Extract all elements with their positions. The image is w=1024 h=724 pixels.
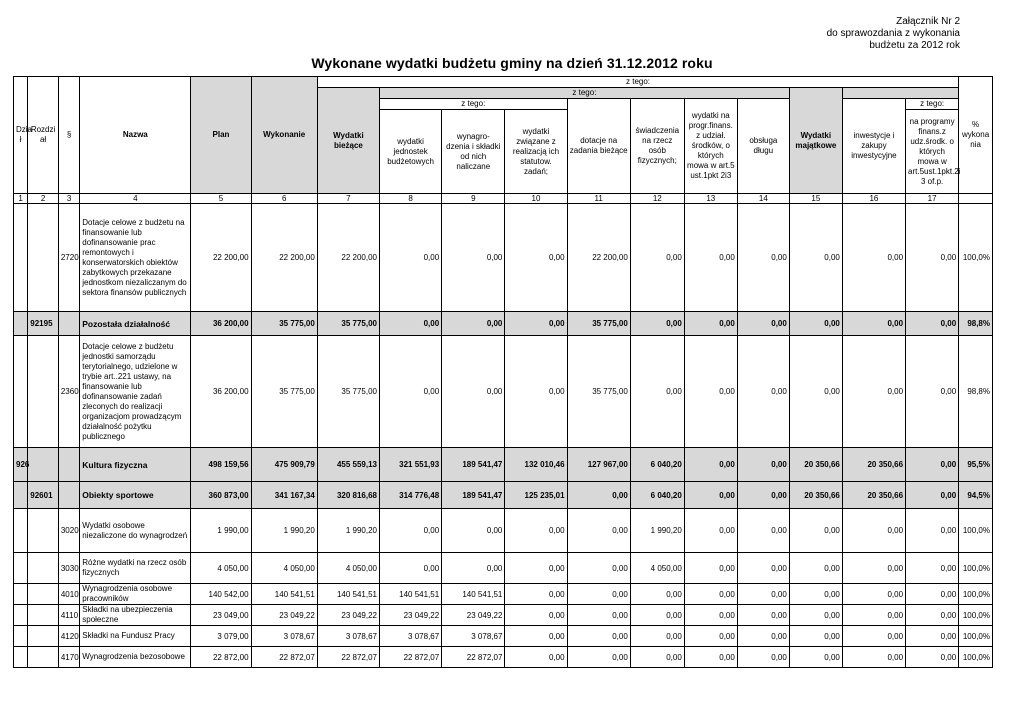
document-title: Wykonane wydatki budżetu gminy na dzień 31.12.2012 roku xyxy=(311,55,713,71)
cell-value: 0,00 xyxy=(842,647,905,668)
cell-value: 23 049,00 xyxy=(191,605,251,626)
cell-value: 0,00 xyxy=(842,605,905,626)
group-z-tego-4: z tego: xyxy=(906,99,959,110)
cell-value: 4 050,00 xyxy=(251,553,317,584)
cell-value: 0,00 xyxy=(380,204,442,312)
cell-value: 23 049,22 xyxy=(442,605,505,626)
table-row xyxy=(14,605,993,626)
cell-value: 20 350,66 xyxy=(842,482,905,509)
cell-rozdzial xyxy=(28,553,59,584)
cell-value: 0,00 xyxy=(789,647,842,668)
cell-value: 0,00 xyxy=(842,626,905,647)
cell-value: 341 167,34 xyxy=(251,482,317,509)
cell-value: 0,00 xyxy=(684,509,737,553)
table-row xyxy=(14,647,993,668)
cell-rozdzial xyxy=(28,647,59,668)
col-number: 12 xyxy=(630,194,684,204)
attachment-line-2: do sprawozdania z wykonania xyxy=(826,28,960,39)
cell-value: 189 541,47 xyxy=(442,448,505,482)
cell-value: 22 200,00 xyxy=(191,204,251,312)
cell-nazwa: Pozostała działalność xyxy=(80,312,191,336)
cell-value: 0,00 xyxy=(567,647,630,668)
cell-value: 0,00 xyxy=(737,312,789,336)
cell-value: 0,00 xyxy=(684,553,737,584)
cell-dzial xyxy=(14,605,28,626)
col-nazwa: Nazwa xyxy=(80,77,191,194)
cell-value: 0,00 xyxy=(505,626,567,647)
cell-value: 3 078,67 xyxy=(317,626,379,647)
group-z-tego-3: z tego: xyxy=(380,99,568,110)
table-row xyxy=(14,584,993,605)
col-wydatki-progr: wydatki na progr.finans. z udział. środków, o których mowa w art.5 ust.1pkt 2i3 xyxy=(684,99,737,194)
col-wydatki-jednostek: wydatki jednostek budżetowych xyxy=(380,110,442,194)
cell-value: 20 350,66 xyxy=(789,482,842,509)
col-plan: Plan xyxy=(191,77,251,194)
cell-value: 0,00 xyxy=(684,448,737,482)
cell-procent: 100,0% xyxy=(959,647,993,668)
cell-value: 0,00 xyxy=(906,605,959,626)
cell-value: 0,00 xyxy=(906,336,959,448)
cell-nazwa: Kultura fizyczna xyxy=(80,448,191,482)
cell-value: 0,00 xyxy=(380,553,442,584)
cell-dzial xyxy=(14,312,28,336)
col-rozdzial: Rozdzi ał xyxy=(28,77,59,194)
cell-value: 0,00 xyxy=(505,647,567,668)
col-wydatki-biezace: Wydatki bieżące xyxy=(317,88,379,194)
cell-value: 0,00 xyxy=(842,584,905,605)
cell-rozdzial xyxy=(28,605,59,626)
cell-value: 0,00 xyxy=(630,626,684,647)
cell-rozdzial xyxy=(28,336,59,448)
table-body xyxy=(14,204,993,668)
cell-value: 140 541,51 xyxy=(442,584,505,605)
cell-dzial xyxy=(14,204,28,312)
cell-value: 0,00 xyxy=(684,336,737,448)
col-wykonanie: Wykonanie xyxy=(251,77,317,194)
cell-paragraf: 4120 xyxy=(58,626,79,647)
group-z-tego-2: z tego: xyxy=(380,88,790,99)
col-obsluga-dlugu: obsługa długu xyxy=(737,99,789,194)
cell-dzial xyxy=(14,336,28,448)
cell-rozdzial xyxy=(28,509,59,553)
cell-nazwa: Dotacje celowe z budżetu na finansowanie lub dofinansowanie prac remontowych i konserwatorskich obiektów zabytkowych przekazane jednostkom niezaliczanym do sektora finansów publicznych xyxy=(80,204,191,312)
col-number: 15 xyxy=(789,194,842,204)
cell-value: 0,00 xyxy=(630,584,684,605)
attachment-note xyxy=(720,16,960,52)
cell-value: 0,00 xyxy=(442,204,505,312)
cell-value: 0,00 xyxy=(442,509,505,553)
cell-value: 22 200,00 xyxy=(251,204,317,312)
cell-nazwa: Wynagrodzenia bezosobowe xyxy=(80,647,191,668)
col-wynagrodzenia: wynagro- dzenia i składki od nich naliczane xyxy=(442,110,505,194)
cell-value: 125 235,01 xyxy=(505,482,567,509)
cell-value: 0,00 xyxy=(842,312,905,336)
cell-value: 0,00 xyxy=(684,647,737,668)
cell-value: 4 050,00 xyxy=(630,553,684,584)
cell-value: 0,00 xyxy=(630,336,684,448)
col-number: 1 xyxy=(14,194,28,204)
cell-value: 0,00 xyxy=(567,509,630,553)
cell-value: 0,00 xyxy=(789,626,842,647)
col-number: 7 xyxy=(317,194,379,204)
cell-value: 0,00 xyxy=(630,605,684,626)
cell-procent: 100,0% xyxy=(959,605,993,626)
cell-value: 0,00 xyxy=(906,626,959,647)
cell-value: 1 990,00 xyxy=(191,509,251,553)
cell-value: 0,00 xyxy=(505,605,567,626)
cell-value: 0,00 xyxy=(906,448,959,482)
cell-nazwa: Wynagrodzenia osobowe pracowników xyxy=(80,584,191,605)
cell-value: 455 559,13 xyxy=(317,448,379,482)
cell-value: 0,00 xyxy=(906,647,959,668)
cell-value: 0,00 xyxy=(505,312,567,336)
cell-value: 0,00 xyxy=(737,647,789,668)
cell-paragraf xyxy=(58,312,79,336)
col-number xyxy=(959,194,993,204)
col-number: 11 xyxy=(567,194,630,204)
cell-value: 475 909,79 xyxy=(251,448,317,482)
cell-value: 140 541,51 xyxy=(251,584,317,605)
cell-rozdzial: 92601 xyxy=(28,482,59,509)
cell-value: 0,00 xyxy=(684,584,737,605)
budget-table xyxy=(13,76,993,668)
cell-value: 1 990,20 xyxy=(251,509,317,553)
cell-value: 4 050,00 xyxy=(317,553,379,584)
cell-value: 35 775,00 xyxy=(317,312,379,336)
cell-nazwa: Obiekty sportowe xyxy=(80,482,191,509)
cell-value: 0,00 xyxy=(906,204,959,312)
cell-procent: 95,5% xyxy=(959,448,993,482)
cell-paragraf: 2720 xyxy=(58,204,79,312)
cell-procent: 100,0% xyxy=(959,626,993,647)
table-row xyxy=(14,336,993,448)
cell-value: 0,00 xyxy=(737,482,789,509)
col-na-programy: na programy finans.z udz.środk. o których mowa w art.5ust.1pkt.2i 3 of.p. xyxy=(906,110,959,194)
col-number: 13 xyxy=(684,194,737,204)
cell-value: 0,00 xyxy=(906,584,959,605)
cell-dzial xyxy=(14,553,28,584)
cell-value: 23 049,22 xyxy=(251,605,317,626)
cell-procent: 98,8% xyxy=(959,336,993,448)
column-numbers xyxy=(14,194,993,204)
cell-value: 0,00 xyxy=(906,509,959,553)
cell-value: 0,00 xyxy=(737,448,789,482)
table-row xyxy=(14,482,993,509)
cell-value: 0,00 xyxy=(567,584,630,605)
col-paragraf: § xyxy=(58,77,79,194)
cell-value: 0,00 xyxy=(737,509,789,553)
cell-procent: 100,0% xyxy=(959,204,993,312)
cell-value: 189 541,47 xyxy=(442,482,505,509)
cell-value: 0,00 xyxy=(737,605,789,626)
cell-value: 22 872,00 xyxy=(191,647,251,668)
cell-value: 35 775,00 xyxy=(567,336,630,448)
cell-value: 35 775,00 xyxy=(567,312,630,336)
cell-value: 0,00 xyxy=(737,204,789,312)
col-number: 4 xyxy=(80,194,191,204)
cell-rozdzial xyxy=(28,584,59,605)
cell-paragraf xyxy=(58,448,79,482)
cell-value: 0,00 xyxy=(789,312,842,336)
cell-value: 0,00 xyxy=(906,312,959,336)
col-wydatki-majatkowe: Wydatki majątkowe xyxy=(789,88,842,194)
cell-value: 0,00 xyxy=(630,312,684,336)
cell-value: 22 872,07 xyxy=(442,647,505,668)
cell-value: 0,00 xyxy=(442,553,505,584)
cell-value: 0,00 xyxy=(737,626,789,647)
cell-value: 0,00 xyxy=(630,647,684,668)
cell-procent: 100,0% xyxy=(959,584,993,605)
cell-value: 4 050,00 xyxy=(191,553,251,584)
cell-value: 0,00 xyxy=(842,509,905,553)
cell-value: 36 200,00 xyxy=(191,312,251,336)
cell-value: 140 541,51 xyxy=(317,584,379,605)
cell-value: 3 078,67 xyxy=(380,626,442,647)
cell-paragraf: 4110 xyxy=(58,605,79,626)
cell-paragraf: 3030 xyxy=(58,553,79,584)
cell-value: 35 775,00 xyxy=(317,336,379,448)
cell-value: 22 200,00 xyxy=(567,204,630,312)
cell-dzial xyxy=(14,626,28,647)
cell-value: 3 078,67 xyxy=(442,626,505,647)
table-row xyxy=(14,448,993,482)
col-number: 8 xyxy=(380,194,442,204)
cell-value: 22 872,07 xyxy=(251,647,317,668)
table-row xyxy=(14,312,993,336)
cell-paragraf: 3020 xyxy=(58,509,79,553)
cell-value: 0,00 xyxy=(789,584,842,605)
cell-nazwa: Dotacje celowe z budżetu jednostki samorządu terytorialnego, udzielone w trybie art..221 ustawy, na finansowanie lub dofinansowanie zadań zleconych do realizacji organizacjom prowadzącym działalność pożytku publicznego xyxy=(80,336,191,448)
table-row xyxy=(14,553,993,584)
cell-value: 0,00 xyxy=(630,204,684,312)
cell-nazwa: Różne wydatki na rzecz osób fizycznych xyxy=(80,553,191,584)
cell-value: 3 079,00 xyxy=(191,626,251,647)
col-dotacje: dotacje na zadania bieżące xyxy=(567,99,630,194)
cell-value: 22 872,07 xyxy=(380,647,442,668)
cell-value: 0,00 xyxy=(842,336,905,448)
cell-value: 6 040,20 xyxy=(630,448,684,482)
cell-value: 0,00 xyxy=(442,336,505,448)
cell-value: 20 350,66 xyxy=(842,448,905,482)
cell-paragraf: 4010 xyxy=(58,584,79,605)
cell-value: 0,00 xyxy=(737,553,789,584)
cell-value: 0,00 xyxy=(380,509,442,553)
col-wydatki-zwiazane: wydatki związane z realizacją ich statutow. zadań; xyxy=(505,110,567,194)
cell-value: 0,00 xyxy=(442,312,505,336)
cell-dzial xyxy=(14,647,28,668)
cell-procent: 94,5% xyxy=(959,482,993,509)
cell-value: 0,00 xyxy=(567,626,630,647)
cell-value: 0,00 xyxy=(684,605,737,626)
cell-value: 0,00 xyxy=(684,204,737,312)
attachment-line-3: budżetu za 2012 rok xyxy=(869,40,960,51)
group-z-tego-4-wrap xyxy=(842,88,958,99)
table-row xyxy=(14,509,993,553)
cell-dzial xyxy=(14,482,28,509)
cell-rozdzial xyxy=(28,626,59,647)
col-dzial: Dzia ł xyxy=(14,77,28,194)
cell-dzial: 926 xyxy=(14,448,28,482)
cell-procent: 100,0% xyxy=(959,553,993,584)
cell-value: 132 010,46 xyxy=(505,448,567,482)
group-z-tego-1: z tego: xyxy=(317,77,958,88)
cell-paragraf: 4170 xyxy=(58,647,79,668)
cell-value: 0,00 xyxy=(380,336,442,448)
cell-rozdzial xyxy=(28,204,59,312)
cell-value: 0,00 xyxy=(380,312,442,336)
cell-value: 0,00 xyxy=(684,482,737,509)
cell-value: 320 816,68 xyxy=(317,482,379,509)
cell-value: 321 551,93 xyxy=(380,448,442,482)
table-row xyxy=(14,626,993,647)
cell-nazwa: Składki na ubezpieczenia społeczne xyxy=(80,605,191,626)
cell-value: 0,00 xyxy=(737,336,789,448)
table-row xyxy=(14,204,993,312)
cell-value: 35 775,00 xyxy=(251,336,317,448)
cell-value: 1 990,20 xyxy=(317,509,379,553)
cell-value: 0,00 xyxy=(789,204,842,312)
cell-value: 36 200,00 xyxy=(191,336,251,448)
cell-value: 0,00 xyxy=(684,312,737,336)
cell-procent: 98,8% xyxy=(959,312,993,336)
table-header xyxy=(14,77,993,204)
cell-value: 22 872,07 xyxy=(317,647,379,668)
cell-value: 23 049,22 xyxy=(380,605,442,626)
col-number: 3 xyxy=(58,194,79,204)
cell-value: 0,00 xyxy=(737,584,789,605)
cell-nazwa: Składki na Fundusz Pracy xyxy=(80,626,191,647)
cell-rozdzial: 92195 xyxy=(28,312,59,336)
cell-value: 0,00 xyxy=(505,553,567,584)
cell-value: 0,00 xyxy=(505,584,567,605)
cell-nazwa: Wydatki osobowe niezaliczone do wynagrodzeń xyxy=(80,509,191,553)
cell-dzial xyxy=(14,509,28,553)
cell-value: 0,00 xyxy=(789,605,842,626)
cell-value: 22 200,00 xyxy=(317,204,379,312)
cell-value: 0,00 xyxy=(505,509,567,553)
cell-value: 23 049,22 xyxy=(317,605,379,626)
cell-dzial xyxy=(14,584,28,605)
col-number: 6 xyxy=(251,194,317,204)
cell-value: 0,00 xyxy=(789,336,842,448)
attachment-line-1: Załącznik Nr 2 xyxy=(896,16,960,27)
cell-paragraf: 2360 xyxy=(58,336,79,448)
col-number: 9 xyxy=(442,194,505,204)
col-swiadczenia: świadczenia na rzecz osób fizycznych; xyxy=(630,99,684,194)
cell-value: 0,00 xyxy=(842,553,905,584)
cell-value: 0,00 xyxy=(505,204,567,312)
cell-value: 0,00 xyxy=(567,553,630,584)
cell-value: 0,00 xyxy=(567,605,630,626)
cell-procent: 100,0% xyxy=(959,509,993,553)
cell-value: 127 967,00 xyxy=(567,448,630,482)
cell-value: 314 776,48 xyxy=(380,482,442,509)
cell-value: 0,00 xyxy=(789,553,842,584)
cell-value: 20 350,66 xyxy=(789,448,842,482)
col-number: 2 xyxy=(28,194,59,204)
cell-value: 0,00 xyxy=(906,553,959,584)
col-number: 14 xyxy=(737,194,789,204)
cell-value: 3 078,67 xyxy=(251,626,317,647)
col-number: 16 xyxy=(842,194,905,204)
cell-rozdzial xyxy=(28,448,59,482)
cell-value: 498 159,56 xyxy=(191,448,251,482)
cell-value: 35 775,00 xyxy=(251,312,317,336)
col-number: 5 xyxy=(191,194,251,204)
cell-value: 0,00 xyxy=(906,482,959,509)
cell-value: 0,00 xyxy=(505,336,567,448)
col-inwestycje: inwestycje i zakupy inwestycyjne xyxy=(842,99,905,194)
cell-value: 0,00 xyxy=(789,509,842,553)
cell-value: 6 040,20 xyxy=(630,482,684,509)
cell-value: 0,00 xyxy=(567,482,630,509)
cell-value: 140 541,51 xyxy=(380,584,442,605)
col-number: 17 xyxy=(906,194,959,204)
cell-value: 1 990,20 xyxy=(630,509,684,553)
col-procent: % wykona nia xyxy=(959,77,993,194)
cell-value: 140 542,00 xyxy=(191,584,251,605)
cell-value: 360 873,00 xyxy=(191,482,251,509)
cell-value: 0,00 xyxy=(842,204,905,312)
col-number: 10 xyxy=(505,194,567,204)
cell-value: 0,00 xyxy=(684,626,737,647)
cell-paragraf xyxy=(58,482,79,509)
